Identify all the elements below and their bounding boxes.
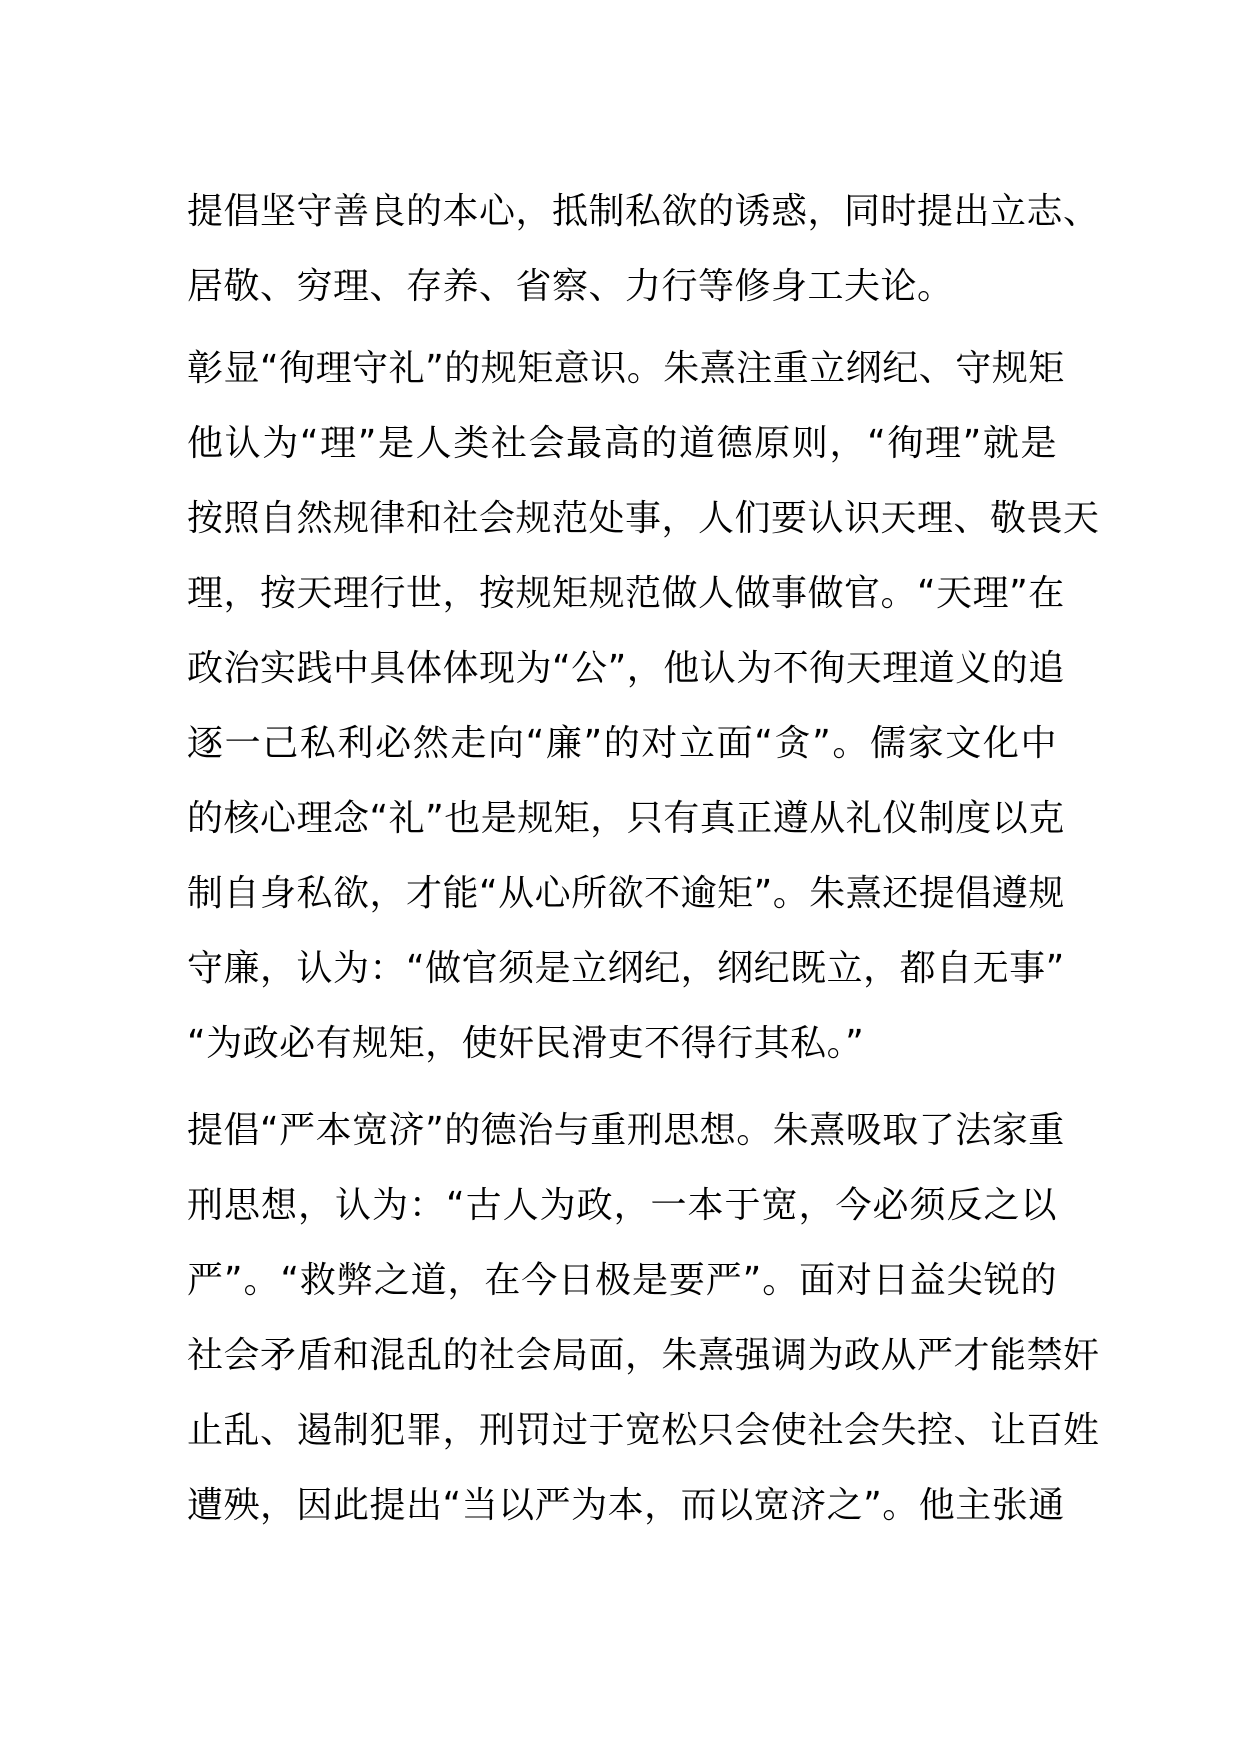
paragraph-self-cultivation [187, 174, 1100, 324]
paragraph-line: 提倡坚守善良的本心，抵制私欲的诱惑，同时提出立志、 [187, 191, 1100, 232]
paragraph-line: 提倡“严本宽济”的德治与重刑思想。朱熹吸取了法家重 [187, 1110, 1065, 1151]
paragraph-line: 严”。“救弊之道，在今日极是要严”。面对日益尖锐的 [187, 1260, 1057, 1301]
paragraph-line: 止乱、遏制犯罪，刑罚过于宽松只会使社会失控、让百姓 [187, 1410, 1100, 1451]
paragraph-line: 的核心理念“礼”也是规矩，只有真正遵从礼仪制度以克 [187, 798, 1065, 839]
paragraph-line: 理，按天理行世，按规矩规范做人做事做官。“天理”在 [187, 573, 1065, 614]
paragraph-line: 守廉，认为：“做官须是立纲纪，纲纪既立，都自无事” [187, 948, 1065, 989]
paragraph-line: 制自身私欲，才能“从心所欲不逾矩”。朱熹还提倡遵规 [187, 873, 1065, 914]
paragraph-rules-awareness [187, 331, 1100, 1081]
paragraph-line: 彰显“徇理守礼”的规矩意识。朱熹注重立纲纪、守规矩 [187, 348, 1065, 389]
paragraph-line: 社会矛盾和混乱的社会局面，朱熹强调为政从严才能禁奸 [187, 1335, 1100, 1376]
paragraph-line: “为政必有规矩，使奸民滑吏不得行其私。” [187, 1023, 865, 1064]
paragraph-line: 按照自然规律和社会规范处事，人们要认识天理、敬畏天 [187, 498, 1100, 539]
paragraph-line: 遭殃，因此提出“当以严为本，而以宽济之”。他主张通 [187, 1485, 1065, 1526]
paragraph-line: 政治实践中具体体现为“公”，他认为不徇天理道义的追 [187, 648, 1065, 689]
paragraph-strict-governance [187, 1093, 1100, 1543]
paragraph-line: 居敬、穷理、存养、省察、力行等修身工夫论。 [187, 266, 954, 307]
paragraph-line: 他认为“理”是人类社会最高的道德原则，“徇理”就是 [187, 423, 1057, 464]
paragraph-line: 刑思想，认为：“古人为政，一本于宽，今必须反之以 [187, 1185, 1057, 1226]
paragraph-line: 逐一己私利必然走向“廉”的对立面“贪”。儒家文化中 [187, 723, 1057, 764]
